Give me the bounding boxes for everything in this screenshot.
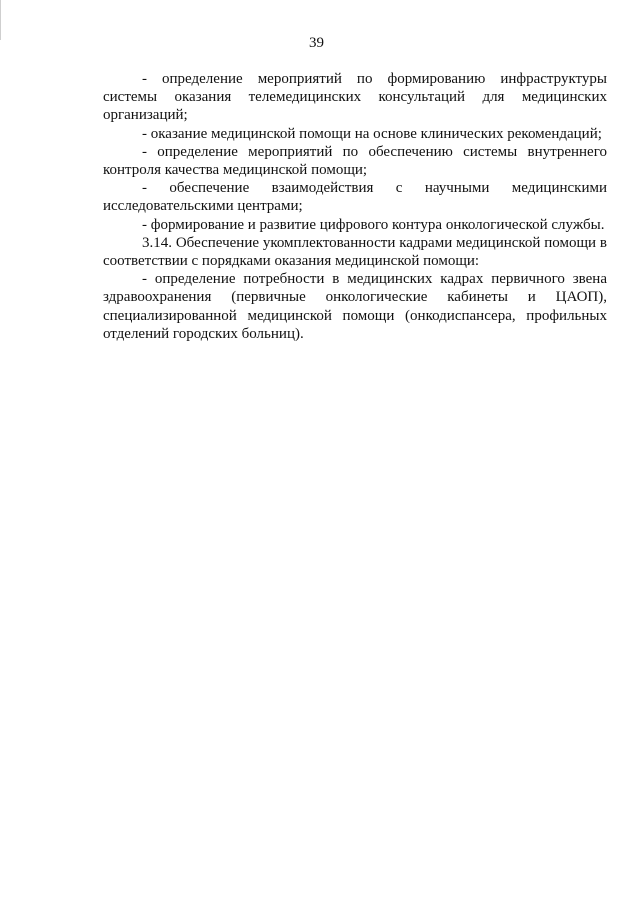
list-item-research-centers: - обеспечение взаимодействия с научными медицинскими исследовательскими центрами; <box>103 180 607 215</box>
list-item-telemedicine-infrastructure: - определение мероприятий по формированию инфраструктуры системы оказания телемедицинских консультаций для медицинских организаций; <box>103 71 607 124</box>
document-body <box>103 70 607 343</box>
section-3-14-heading: 3.14. Обеспечение укомплектованности кадрами медицинской помощи в соответствии с порядками оказания медицинской помощи: <box>103 234 607 270</box>
list-item-internal-quality-control: - определение мероприятий по обеспечению системы внутреннего контроля качества медицинской помощи; <box>103 143 607 179</box>
list-item-staffing-needs: - определение потребности в медицинских кадрах первичного звена здравоохранения (первичные онкологические кабинеты и ЦАОП), специализированной медицинской помощи (онкодиспансера, профильных отделений городских больниц). <box>103 271 607 342</box>
page-number: 39 <box>309 35 324 51</box>
list-item-clinical-recommendations: - оказание медицинской помощи на основе клинических рекомендаций; <box>142 125 602 142</box>
list-item-digital-circuit: - формирование и развитие цифрового контура онкологической службы. <box>142 216 605 233</box>
